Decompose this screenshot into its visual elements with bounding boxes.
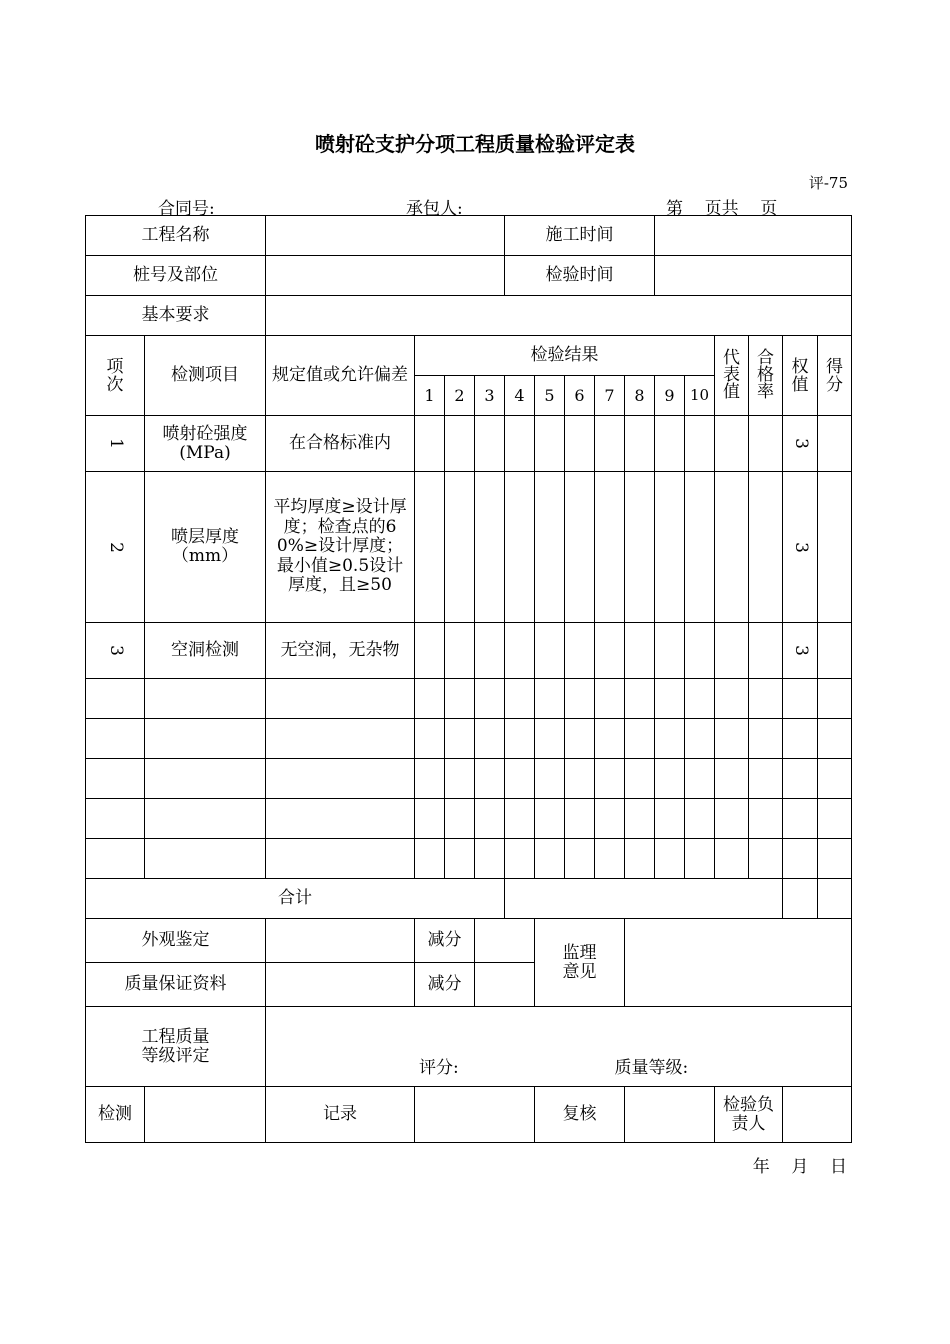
empty-cell[interactable] [415,679,445,719]
empty-cell[interactable] [565,679,595,719]
empty-cell[interactable] [625,679,655,719]
result-cell[interactable] [685,623,715,679]
result-cell[interactable] [565,623,595,679]
empty-cell[interactable] [445,759,475,799]
page-info: 第 页共 页 [666,199,778,219]
result-cell[interactable] [535,472,565,623]
empty-row [86,799,852,839]
empty-cell[interactable] [415,759,445,799]
pass-rate-header: 合格率 [749,336,783,416]
empty-cell[interactable] [685,759,715,799]
result-cell[interactable] [535,623,565,679]
empty-cell[interactable] [415,719,445,759]
score-cell[interactable] [818,472,852,623]
empty-cell[interactable] [86,839,145,879]
score-header: 得分 [818,336,852,416]
result-cell[interactable] [625,623,655,679]
results-header: 检验结果 [415,336,715,376]
result-cell[interactable] [565,472,595,623]
empty-cell[interactable] [595,719,625,759]
empty-cell[interactable] [266,839,415,879]
empty-cell[interactable] [749,839,783,879]
inspect-label: 检测 [86,1087,145,1143]
empty-cell[interactable] [445,799,475,839]
empty-cell[interactable] [445,719,475,759]
result-cell[interactable] [655,416,685,472]
construction-time-label: 施工时间 [505,216,655,256]
result-col-2: 2 [445,376,475,416]
result-cell[interactable] [535,416,565,472]
empty-cell[interactable] [715,719,749,759]
item-no-header: 项次 [86,336,145,416]
station-label: 桩号及部位 [86,256,266,296]
basic-requirements-input[interactable] [266,296,852,336]
result-col-10: 10 [685,376,715,416]
empty-cell[interactable] [535,719,565,759]
empty-cell[interactable] [266,679,415,719]
empty-cell[interactable] [818,679,852,719]
empty-cell[interactable] [535,759,565,799]
empty-cell[interactable] [535,799,565,839]
empty-cell[interactable] [655,839,685,879]
contractor-label: 承包人: [406,199,463,219]
empty-cell[interactable] [505,839,535,879]
deduct-input-2[interactable] [475,963,535,1007]
empty-cell[interactable] [475,719,505,759]
empty-cell[interactable] [266,759,415,799]
result-cell[interactable] [475,416,505,472]
empty-cell[interactable] [415,799,445,839]
review-input[interactable] [625,1087,715,1143]
empty-cell[interactable] [595,679,625,719]
result-col-8: 8 [625,376,655,416]
result-cell[interactable] [475,472,505,623]
empty-cell[interactable] [625,839,655,879]
weight-header: 权值 [783,336,818,416]
rep-value-cell[interactable] [715,416,749,472]
grade-label: 质量等级: [614,1058,689,1078]
empty-cell[interactable] [505,799,535,839]
row-3-item: 空洞检测 [145,623,266,679]
empty-cell[interactable] [475,759,505,799]
quality-docs-input[interactable] [266,963,415,1007]
result-cell[interactable] [445,416,475,472]
grade-eval-input[interactable] [266,1007,852,1087]
empty-cell[interactable] [86,719,145,759]
empty-cell[interactable] [565,719,595,759]
result-cell[interactable] [505,416,535,472]
empty-cell[interactable] [685,839,715,879]
empty-row [86,679,852,719]
row-1-weight: 3 [783,416,818,472]
empty-cell[interactable] [655,759,685,799]
result-cell[interactable] [655,472,685,623]
test-item-header: 检测项目 [145,336,266,416]
total-weight-cell[interactable] [783,879,818,919]
deduct-label-1: 减分 [415,919,475,963]
result-col-6: 6 [565,376,595,416]
empty-cell[interactable] [749,799,783,839]
empty-cell[interactable] [415,839,445,879]
empty-cell[interactable] [505,759,535,799]
score-cell[interactable] [818,416,852,472]
row-2-item: 喷层厚度（mm） [145,472,266,623]
page-title: 喷射砼支护分项工程质量检验评定表 [315,132,635,156]
deduct-input-1[interactable] [475,919,535,963]
table-row [86,623,852,679]
contract-label: 合同号: [158,199,215,219]
empty-cell[interactable] [715,799,749,839]
record-input[interactable] [415,1087,535,1143]
result-cell[interactable] [445,623,475,679]
pass-rate-cell[interactable] [749,623,783,679]
appearance-label: 外观鉴定 [86,919,266,963]
row-2-spec: 平均厚度≥设计厚度；检查点的60%≥设计厚度；最小值≥0.5设计厚度，且≥50 [266,472,415,623]
result-col-1: 1 [415,376,445,416]
project-name-label: 工程名称 [86,216,266,256]
empty-cell[interactable] [86,679,145,719]
table-row [86,472,852,623]
result-col-5: 5 [535,376,565,416]
empty-cell[interactable] [266,799,415,839]
result-cell[interactable] [655,623,685,679]
empty-cell[interactable] [685,679,715,719]
result-cell[interactable] [595,623,625,679]
result-cell[interactable] [505,623,535,679]
empty-cell[interactable] [749,719,783,759]
empty-cell[interactable] [86,759,145,799]
empty-cell[interactable] [685,799,715,839]
empty-cell[interactable] [749,679,783,719]
result-cell[interactable] [595,416,625,472]
empty-cell[interactable] [145,799,266,839]
pass-rate-cell[interactable] [749,472,783,623]
empty-cell[interactable] [445,679,475,719]
result-cell[interactable] [595,472,625,623]
row-2-no: 2 [86,472,145,623]
empty-cell[interactable] [625,719,655,759]
empty-cell[interactable] [505,719,535,759]
result-cell[interactable] [625,472,655,623]
empty-cell[interactable] [818,799,852,839]
empty-cell[interactable] [655,799,685,839]
empty-cell[interactable] [625,799,655,839]
empty-cell[interactable] [145,759,266,799]
empty-cell[interactable] [783,839,818,879]
empty-cell[interactable] [595,839,625,879]
empty-cell[interactable] [655,719,685,759]
result-cell[interactable] [415,472,445,623]
empty-cell[interactable] [475,799,505,839]
inspection-time-label: 检验时间 [505,256,655,296]
empty-cell[interactable] [685,719,715,759]
empty-cell[interactable] [625,759,655,799]
pass-rate-cell[interactable] [749,416,783,472]
empty-cell[interactable] [535,679,565,719]
row-3-no: 3 [86,623,145,679]
empty-cell[interactable] [655,679,685,719]
result-col-9: 9 [655,376,685,416]
empty-row [86,719,852,759]
empty-cell[interactable] [565,759,595,799]
form-number: 评-75 [808,174,848,192]
empty-cell[interactable] [715,679,749,719]
empty-cell[interactable] [475,839,505,879]
empty-cell[interactable] [595,759,625,799]
empty-cell[interactable] [715,759,749,799]
empty-cell[interactable] [565,839,595,879]
empty-cell[interactable] [595,799,625,839]
empty-cell[interactable] [535,839,565,879]
result-cell[interactable] [445,472,475,623]
inspection-time-input[interactable] [655,256,852,296]
supervision-input[interactable] [625,919,852,1007]
result-cell[interactable] [625,416,655,472]
empty-cell[interactable] [145,839,266,879]
result-cell[interactable] [685,472,715,623]
station-input[interactable] [266,256,505,296]
deduct-label-2: 减分 [415,963,475,1007]
empty-cell[interactable] [783,679,818,719]
empty-cell[interactable] [145,719,266,759]
record-label: 记录 [266,1087,415,1143]
project-name-input[interactable] [266,216,505,256]
review-label: 复核 [535,1087,625,1143]
empty-cell[interactable] [145,679,266,719]
score-cell[interactable] [818,623,852,679]
responsible-label: 检验负责人 [715,1087,783,1143]
row-2-weight: 3 [783,472,818,623]
row-3-weight: 3 [783,623,818,679]
rep-value-cell[interactable] [715,623,749,679]
row-3-spec: 无空洞，无杂物 [266,623,415,679]
result-cell[interactable] [685,416,715,472]
result-col-3: 3 [475,376,505,416]
empty-cell[interactable] [505,679,535,719]
quality-docs-label: 质量保证资料 [86,963,266,1007]
score-label: 评分: [419,1058,459,1078]
empty-cell[interactable] [818,759,852,799]
empty-cell[interactable] [818,839,852,879]
empty-cell[interactable] [783,799,818,839]
result-col-7: 7 [595,376,625,416]
empty-cell[interactable] [475,679,505,719]
row-1-no: 1 [86,416,145,472]
empty-cell[interactable] [715,839,749,879]
appearance-input[interactable] [266,919,415,963]
empty-cell[interactable] [783,719,818,759]
empty-row [86,839,852,879]
evaluation-table [85,215,852,1143]
total-score-cell[interactable] [818,879,852,919]
result-cell[interactable] [475,623,505,679]
construction-time-input[interactable] [655,216,852,256]
row-1-item: 喷射砼强度(MPa) [145,416,266,472]
empty-cell[interactable] [86,799,145,839]
rep-value-cell[interactable] [715,472,749,623]
total-label: 合计 [86,879,505,919]
responsible-input[interactable] [783,1087,852,1143]
inspect-input[interactable] [145,1087,266,1143]
total-results-cell[interactable] [505,879,783,919]
grade-eval-label: 工程质量等级评定 [86,1007,266,1087]
spec-header: 规定值或允许偏差 [266,336,415,416]
date-line: 年 月 日 [752,1157,847,1177]
empty-cell[interactable] [818,719,852,759]
empty-cell[interactable] [565,799,595,839]
basic-requirements-label: 基本要求 [86,296,266,336]
row-1-spec: 在合格标准内 [266,416,415,472]
rep-value-header: 代表值 [715,336,749,416]
empty-cell[interactable] [445,839,475,879]
result-cell[interactable] [415,623,445,679]
empty-row [86,759,852,799]
result-col-4: 4 [505,376,535,416]
supervision-label: 监理意见 [535,919,625,1007]
result-cell[interactable] [415,416,445,472]
empty-cell[interactable] [266,719,415,759]
table-row [86,416,852,472]
empty-cell[interactable] [783,759,818,799]
result-cell[interactable] [565,416,595,472]
empty-cell[interactable] [749,759,783,799]
result-cell[interactable] [505,472,535,623]
